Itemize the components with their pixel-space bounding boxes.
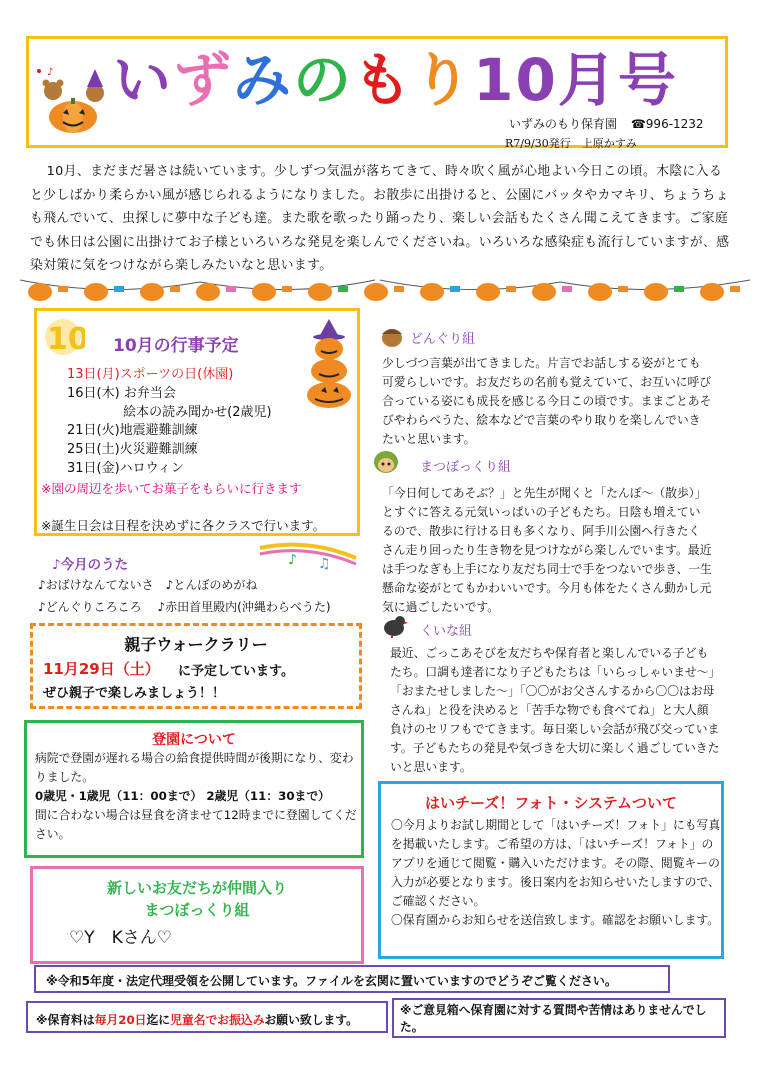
title-char: の	[293, 46, 354, 114]
event-item: 25日(土)火災避難訓練	[67, 442, 198, 458]
school-line	[509, 115, 704, 132]
new-friend-class: まつぼっくり組	[144, 901, 250, 919]
walk-rally-date: 11月29日（土）	[43, 660, 160, 678]
candy-icon	[730, 286, 740, 292]
title-char: 0	[515, 46, 558, 114]
attendance-line-3: 間に合わない場合は昼食を済ませて12時までに登園してください。	[35, 808, 357, 841]
class-body: 少しづつ言葉が出てきました。片言でお話しする姿がとても可愛らしいです。お友だちの名前も覚えていて、お互いに呼び合っている姿にも成長を感じる今日この頃です。ままごとあそびやわらべうた、絵本などで言葉のやり取りを楽しんでいきたいと思います。	[382, 356, 712, 446]
walk-rally-box	[30, 623, 362, 709]
music-notes-icon	[258, 540, 358, 572]
jack-o-lantern-stack-icon	[299, 319, 359, 409]
candy-icon	[618, 286, 628, 292]
notice-opinion-box: ※ご意見箱へ保育園に対する質問や苦情はありませんでした。	[392, 998, 726, 1038]
event-item: 13日(月)スポーツの日(休園)	[67, 367, 234, 382]
pumpkin-icon	[140, 283, 164, 301]
candy-icon	[506, 286, 516, 292]
badge-number: 10	[47, 322, 85, 357]
phone-number: 996-1232	[645, 117, 704, 131]
candy-icon	[562, 286, 572, 292]
fee-text-5: でお振込み	[205, 1013, 265, 1027]
pumpkin-icon	[420, 283, 444, 301]
pumpkin-icon	[28, 283, 52, 301]
issue-line: R7/9/30発行 上原かすみ	[505, 137, 637, 150]
title-char: い	[113, 46, 174, 114]
song-line-1: ♪おばけなんてないさ ♪とんぼのめがね	[38, 578, 258, 592]
school-name: いずみのもり保育園	[509, 117, 618, 131]
svg-text:♪: ♪	[47, 67, 54, 78]
candy-icon	[450, 286, 460, 292]
new-friend-box	[30, 866, 364, 964]
events-box	[34, 308, 360, 536]
svg-text:♪: ♪	[288, 552, 297, 568]
fee-text-2: 毎月20日	[94, 1013, 147, 1027]
title-char: 1	[473, 46, 516, 114]
pumpkin-icon	[700, 283, 724, 301]
candy-icon	[394, 286, 404, 292]
class-name: まつぼっくり組	[420, 460, 512, 475]
pumpkin-icon	[84, 283, 108, 301]
title-char: り	[413, 46, 474, 114]
header-box	[26, 36, 728, 148]
song-title: ♪今月のうた	[52, 557, 129, 573]
pumpkin-icon	[308, 283, 332, 301]
notice-fee-payment	[26, 1001, 388, 1033]
events-list	[67, 366, 272, 479]
candy-icon	[282, 286, 292, 292]
events-note-birthday: ※誕生日会は日程を決めずに各クラスで行います。	[41, 518, 326, 533]
attendance-title: 登園について	[152, 732, 236, 748]
title-char: み	[233, 46, 294, 114]
pumpkin-icon	[196, 283, 220, 301]
attendance-line-1: 病院で登園が遅れる場合の給食提供時間が後期になり、変わりました。	[35, 751, 354, 784]
halloween-bears-icon	[35, 65, 113, 135]
candy-icon	[338, 286, 348, 292]
event-item: 絵本の読み聞かせ(2歳児)	[67, 404, 272, 420]
phone-icon: ☎	[630, 117, 646, 131]
candy-icon	[674, 286, 684, 292]
newsletter-title	[113, 45, 678, 115]
title-char: も	[353, 46, 414, 114]
intro-paragraph: 10月、まだまだ暑さは続いています。少しずつ気温が落ちてきて、時々吹く風が心地よい今日この頃。木陰に入ると少しばかり柔らかい風が感じられるようになりました。お散歩に出掛けると、公園にバッタやカマキリ、ちょうちょも飛んでいて、虫探しに夢中な子ども達。また歌を歌ったり踊ったり、楽しい会話もたくさん聞こえてきます。ご家庭でも休日は公園に出掛けてお子様といろいろな発見を楽しんでくださいね。いろいろな感染症も流行していますが、感染対策に気をつけながら楽しみたいなと思います。	[30, 164, 730, 273]
fee-text-6: お願い致します。	[264, 1013, 358, 1027]
pumpkin-icon	[476, 283, 500, 301]
events-title: 10月の行事予定	[113, 336, 239, 356]
photo-body-2: 〇保育園からお知らせを送信致します。確認をお願いします。	[391, 913, 720, 927]
photo-system-body	[391, 816, 721, 930]
pumpkin-icon	[588, 283, 612, 301]
events-note-walk: ※園の周辺を歩いてお菓子をもらいに行きます	[41, 481, 302, 496]
title-char: ず	[173, 46, 234, 114]
pumpkin-icon	[364, 283, 388, 301]
event-item: 21日(火)地震避難訓練	[67, 423, 198, 439]
acorn-icon	[378, 322, 406, 348]
photo-system-title: はいチーズ！フォト・システムついて	[424, 794, 677, 812]
new-friend-title: 新しいお友だちが仲間入り	[106, 879, 287, 897]
fee-text-3: 迄に	[146, 1013, 171, 1027]
pinecone-icon	[372, 448, 400, 474]
bird-icon	[380, 612, 408, 638]
fee-text-4: 児童名	[170, 1013, 206, 1027]
candy-icon	[58, 286, 68, 292]
song-line-2: ♪どんぐりころころ ♪赤田首里殿内(沖縄わらべうた)	[38, 600, 331, 614]
candy-icon	[114, 286, 124, 292]
attendance-line-2: 0歳児・1歳児（11：00まで） 2歳児（11：30まで）	[35, 789, 330, 803]
photo-body-1: 〇今月よりお試し期間として「はいチーズ！フォト」にも写真を掲載いたします。ご希望の方は、「はいチーズ！フォト」のアプリを通じて閲覧・購入いただけます。その際、閲覧キーの入力が必要となります。後日案内をお知らせいたしますので、ご確認ください。	[391, 818, 721, 908]
class-body: 最近、ごっこあそびを友だちや保育者と楽しんでいる子どもたち。口調も達者になり子どもたちは「いらっしゃいませ～」「おまたせしました～」「〇〇がお父さんするから〇〇はお母さんね」と役を決めると「苦手な物でも食べてね」と大人顔負けのセリフもでてきます。毎日楽しい会話が飛び交っています。子どもたちの発見や気づきを大切に楽しく過ごしていきたいと思います。	[390, 646, 720, 774]
candy-icon	[170, 286, 180, 292]
attendance-box	[24, 720, 364, 858]
title-char: 号	[617, 46, 678, 114]
walk-rally-subtitle: ぜひ親子で楽しみましょう！！	[43, 686, 226, 701]
pumpkin-icon	[252, 283, 276, 301]
photo-system-box	[378, 781, 724, 959]
notice-proxy-receipt: ※令和5年度・法定代理受領を公開しています。ファイルを玄関に置いていますのでどうぞご覧ください。	[34, 965, 670, 993]
walk-rally-date-text: に予定しています。	[178, 664, 294, 679]
class-name: どんぐり組	[410, 332, 476, 347]
candy-icon	[226, 286, 236, 292]
new-friend-name: ♡Y Kさん♡	[69, 928, 173, 948]
pumpkin-icon	[532, 283, 556, 301]
class-name: くいな組	[420, 624, 473, 639]
event-item: 31日(金)ハロウィン	[67, 460, 184, 476]
october-badge-icon	[41, 317, 85, 357]
attendance-body	[35, 749, 361, 844]
walk-rally-title: 親子ウォークラリー	[124, 635, 268, 654]
event-item: 16日(木) お弁当会	[67, 385, 176, 401]
svg-text:♫: ♫	[318, 556, 331, 572]
title-char: 月	[557, 46, 618, 114]
fee-text-1: ※保育料は	[36, 1013, 95, 1027]
class-body: 「今日何してあそぶ？」と先生が聞くと「たんぽ～（散歩）」とすぐに答える元気いっぱいの子どもたち。日陰も増えているので、散歩に行ける日も多くなり、阿手川公園へ行きたくさん走り回ったり生き物を見つけながら楽しんでいます。最近は手つなぎも上手になり友だち同士で手をつないで歩き、一生懸命な姿がとてもかわいいです。今月も体をたくさん動かし元気に過ごしたいです。	[382, 486, 712, 614]
pumpkin-icon	[644, 283, 668, 301]
song-list	[38, 574, 331, 618]
